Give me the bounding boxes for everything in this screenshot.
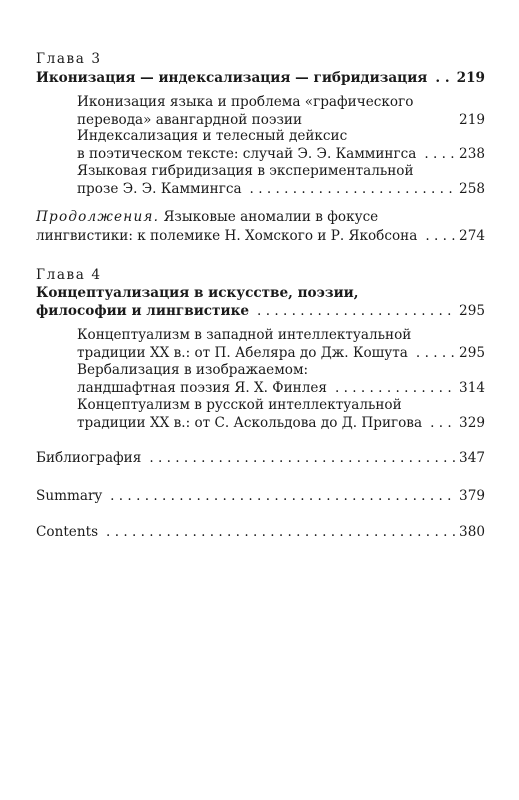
section-3-1-line1[interactable]: Иконизация языка и проблема «графического bbox=[77, 94, 414, 110]
section-4-3-row[interactable] bbox=[77, 414, 485, 432]
dot-leader bbox=[106, 523, 455, 541]
dot-leader bbox=[425, 227, 455, 245]
bibliography-title: Библиография bbox=[36, 450, 142, 466]
chapter-4-title-row[interactable] bbox=[36, 302, 485, 320]
section-4-1-row[interactable] bbox=[77, 344, 485, 362]
continuation-label: Продолжения. bbox=[36, 209, 160, 225]
section-3-2-page: 238 bbox=[459, 146, 485, 162]
dot-leader bbox=[430, 414, 455, 432]
chapter-4-page: 295 bbox=[459, 303, 485, 319]
dot-leader bbox=[335, 379, 455, 397]
section-3-2-row[interactable] bbox=[77, 145, 485, 163]
continuation-row[interactable] bbox=[36, 227, 485, 245]
back-matter-bibliography[interactable] bbox=[36, 449, 485, 467]
chapter-3-title: Иконизация — индексализация — гибридизация bbox=[36, 70, 428, 86]
section-4-2-page: 314 bbox=[459, 380, 485, 396]
continuation-line2: лингвистики: к полемике Н. Хомского и Р. Якобсона bbox=[36, 228, 418, 244]
section-3-3-line1[interactable]: Языковая гибридизация в экспериментальной bbox=[77, 163, 414, 179]
section-3-1-line2: перевода» авангардной поэзии bbox=[77, 112, 303, 128]
dot-leader bbox=[110, 487, 455, 505]
dot-leader bbox=[257, 302, 455, 320]
section-4-3-line1[interactable]: Концептуализм в русской интеллектуальной bbox=[77, 397, 402, 413]
summary-page: 379 bbox=[459, 488, 485, 504]
contents-title: Contents bbox=[36, 524, 99, 540]
dot-leader bbox=[424, 145, 455, 163]
dot-leader bbox=[250, 180, 456, 198]
chapter-4-title-line2: философии и лингвистике bbox=[36, 303, 250, 319]
section-4-2-line1[interactable]: Вербализация в изображаемом: bbox=[77, 362, 309, 378]
back-matter-contents[interactable] bbox=[36, 523, 485, 541]
section-4-3-page: 329 bbox=[459, 415, 485, 431]
section-4-3-line2: традиции XX в.: от С. Аскольдова до Д. Пригова bbox=[77, 415, 423, 431]
section-4-1-line1[interactable]: Концептуализм в западной интеллектуальной bbox=[77, 327, 412, 343]
chapter-3-label: Глава 3 bbox=[36, 51, 102, 67]
section-4-1-line2: традиции XX в.: от П. Абеляра до Дж. Кошута bbox=[77, 345, 408, 361]
section-3-3-page: 258 bbox=[459, 181, 485, 197]
dot-leader bbox=[149, 449, 455, 467]
chapter-4-title-line1[interactable]: Концептуализация в искусстве, поэзии, bbox=[36, 285, 359, 301]
section-4-2-line2: ландшафтная поэзия Я. Х. Финлея bbox=[77, 380, 327, 396]
section-4-2-row[interactable] bbox=[77, 379, 485, 397]
contents-page: 380 bbox=[459, 524, 485, 540]
section-3-2-line1[interactable]: Индексализация и телесный дейксис bbox=[77, 128, 348, 144]
dot-leader bbox=[435, 69, 452, 87]
continuation-page: 274 bbox=[459, 228, 485, 244]
section-3-2-line2: в поэтическом тексте: случай Э. Э. Каммингса bbox=[77, 146, 417, 162]
continuation-text: Языковые аномалии в фокусе bbox=[159, 209, 379, 225]
summary-title: Summary bbox=[36, 488, 103, 504]
section-3-3-row[interactable] bbox=[77, 180, 485, 198]
section-4-1-page: 295 bbox=[459, 345, 485, 361]
continuation-line1[interactable] bbox=[36, 208, 378, 226]
chapter-3-title-row[interactable] bbox=[36, 69, 485, 87]
section-3-1-page: 219 bbox=[459, 112, 485, 128]
back-matter-summary[interactable] bbox=[36, 487, 485, 505]
dot-leader bbox=[416, 344, 455, 362]
section-3-3-line2: прозе Э. Э. Каммингса bbox=[77, 181, 242, 197]
chapter-3-page: 219 bbox=[456, 70, 485, 86]
chapter-4-label: Глава 4 bbox=[36, 267, 102, 283]
bibliography-page: 347 bbox=[459, 450, 485, 466]
